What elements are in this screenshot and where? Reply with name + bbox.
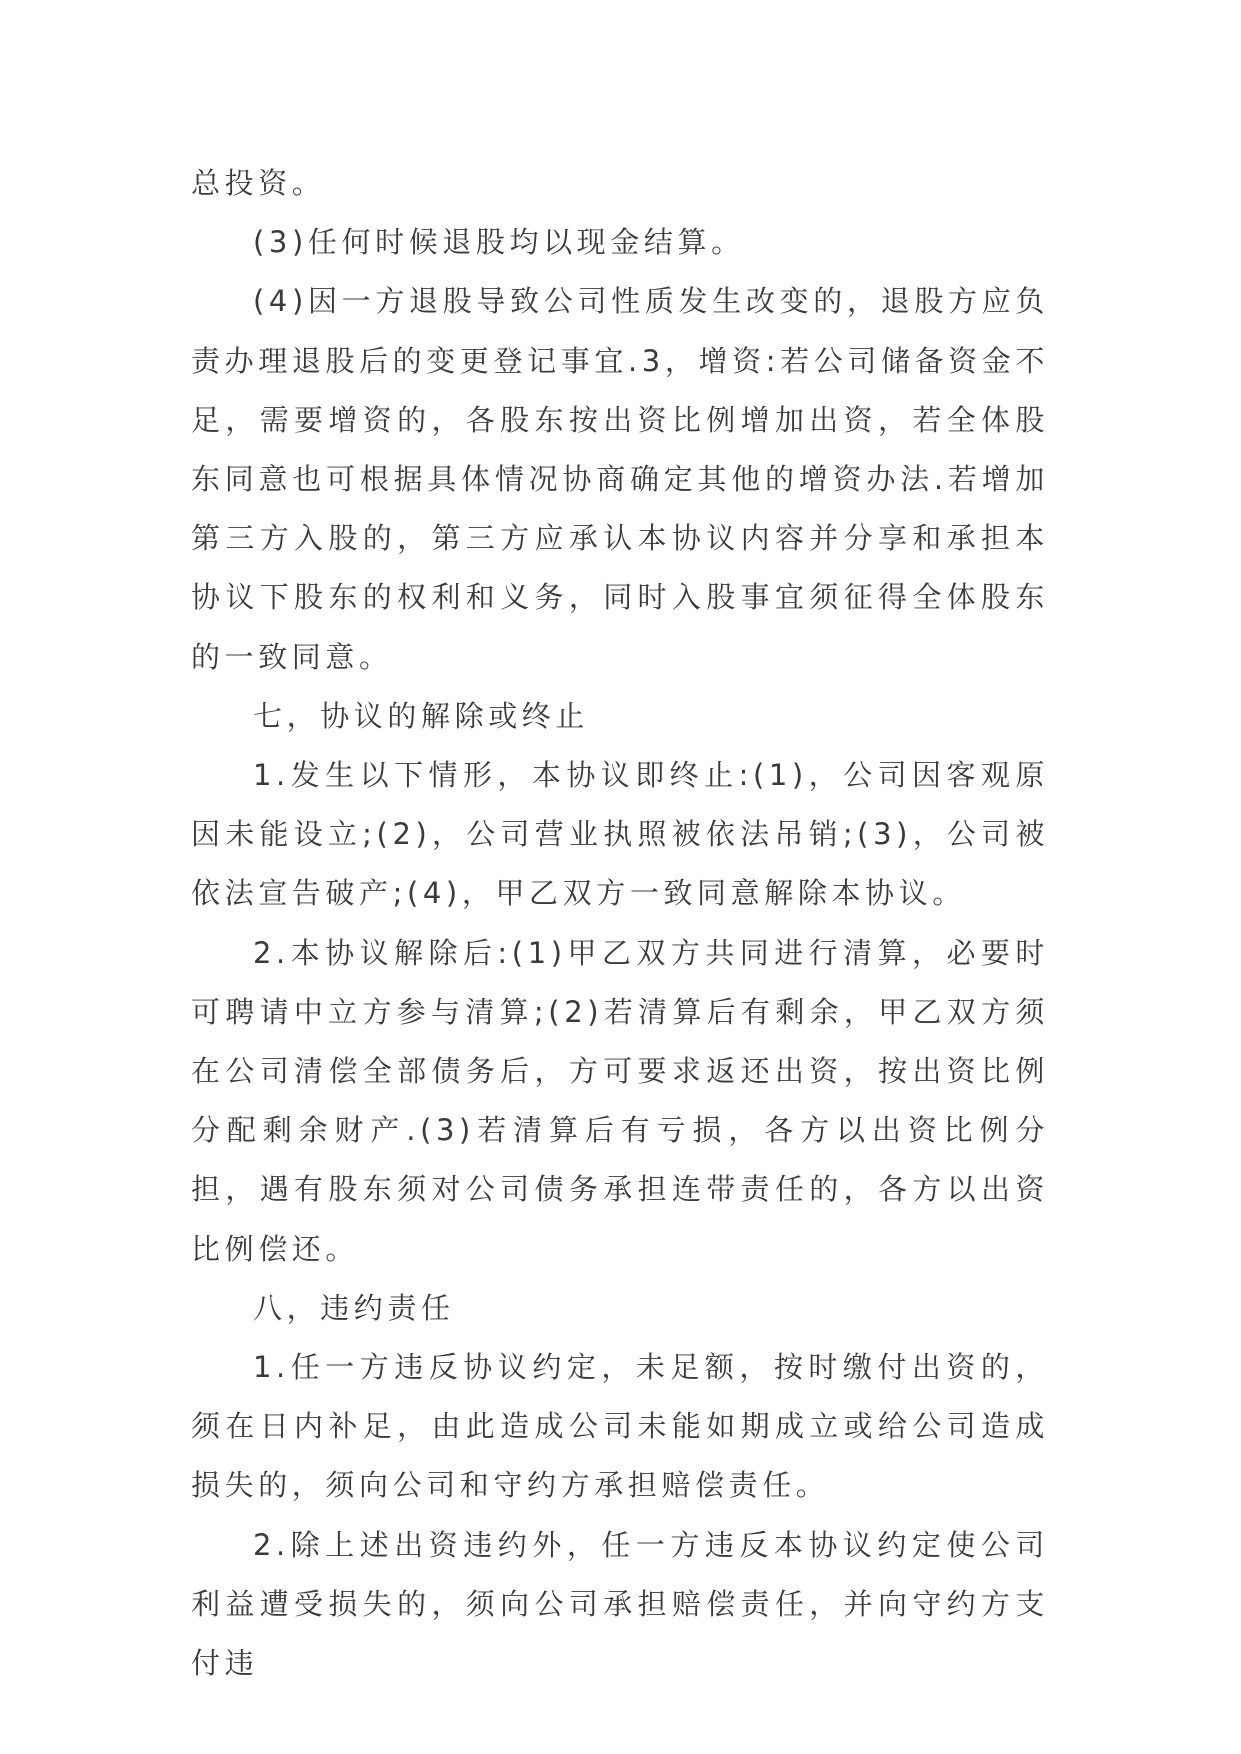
paragraph-total-investment: 总投资。 [191,166,326,200]
paragraph-liquidation: 2.本协议解除后:(1)甲乙双方共同进行清算，必要时可聘请中立方参与清算;(2)若清算后有剩余，甲乙双方须在公司清偿全部债务后，方可要求返还出资，按出资比例分配剩余财产.(3)若清算后有亏损，各方以出资比例分担，遇有股东须对公司债务承担连带责任的，各方以出资比例偿还。 [191,935,1049,1266]
paragraph-contribution-default: 1.任一方违反协议约定，未足额，按时缴付出资的，须在日内补足，由此造成公司未能如期成立或给公司造成损失的，须向公司和守约方承担赔偿责任。 [191,1350,1049,1503]
paragraph-termination-conditions: 1.发生以下情形，本协议即终止:(1)，公司因客观原因未能设立;(2)，公司营业执照被依法吊销;(3)，公司被依法宣告破产;(4)，甲乙双方一致同意解除本协议。 [191,758,1049,911]
document-body [191,154,1049,1693]
paragraph-cash-settlement: (3)任何时候退股均以现金结算。 [253,225,745,260]
paragraph-other-breach: 2.除上述出资违约外，任一方违反本协议约定使公司利益遭受损失的，须向公司承担赔偿责任，并向守约方支付违 [191,1527,1049,1681]
section-heading-termination: 七，协议的解除或终止 [253,698,590,733]
paragraph-capital-increase: (4)因一方退股导致公司性质发生改变的，退股方应负责办理退股后的变更登记事宜.3，增资:若公司储备资金不足，需要增资的，各股东按出资比例增加出资，若全体股东同意也可根据具体情况协商确定其他的增资办法.若增加第三方入股的，第三方应承认本协议内容并分享和承担本协议下股东的权利和义务，同时入股事宜须征得全体股东的一致同意。 [191,284,1049,674]
section-heading-liability: 八，违约责任 [253,1290,455,1325]
